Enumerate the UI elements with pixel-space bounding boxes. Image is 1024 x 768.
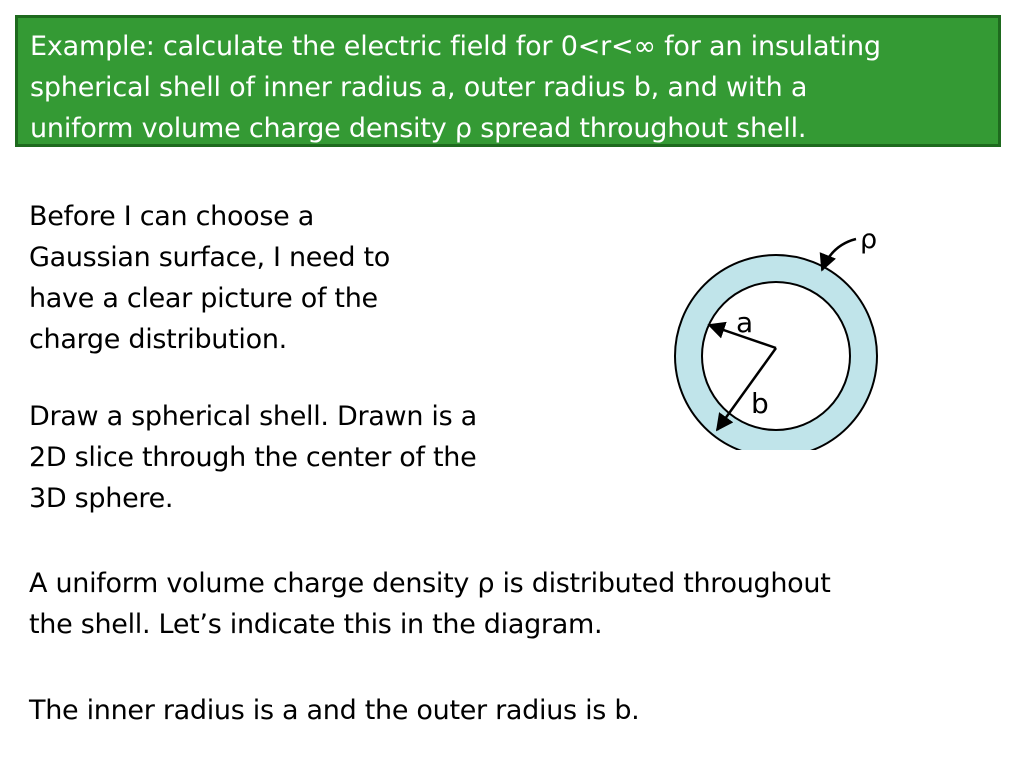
paragraph-line: Draw a spherical shell. Drawn is a [29,401,477,432]
gaussian-surface-paragraph [29,196,390,360]
paragraph-line: charge distribution. [29,324,287,355]
paragraph-line: have a clear picture of the [29,283,378,314]
example-title-box [15,15,1001,147]
paragraph-line: 2D slice through the center of the [29,442,477,473]
title-line-2: spherical shell of inner radius a, outer radius b, and with a [30,72,808,103]
paragraph-line: A uniform volume charge density ρ is distributed throughout [29,568,831,599]
spherical-shell-diagram [660,215,920,450]
charge-density-paragraph [29,563,831,645]
paragraph-line: The inner radius is a and the outer radius is b. [29,695,640,726]
inner-radius-label: a [736,306,754,339]
title-line-3: uniform volume charge density ρ spread throughout shell. [30,113,807,144]
paragraph-line: Gaussian surface, I need to [29,242,391,273]
rho-pointer-arrow [822,239,856,270]
draw-shell-paragraph [29,396,477,519]
paragraph-line: 3D sphere. [29,483,174,514]
paragraph-line: the shell. Let’s indicate this in the diagram. [29,609,603,640]
paragraph-line: Before I can choose a [29,201,314,232]
inner-cavity-circle [702,282,850,430]
radii-paragraph [29,690,639,731]
rho-label: ρ [860,224,878,255]
title-line-1: Example: calculate the electric field for 0<r<∞ for an insulating [30,31,881,62]
outer-radius-label: b [751,387,769,420]
